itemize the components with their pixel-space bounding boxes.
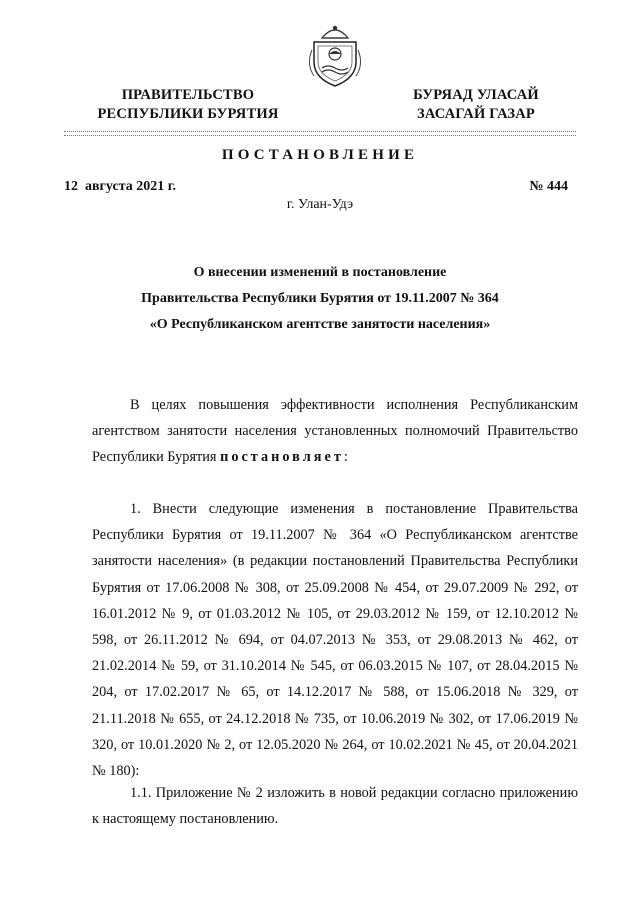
org-name-line: БУРЯАД УЛАСАЙ [413, 87, 539, 103]
preamble-text: В целях повышения эффективности исполнения Республиканским агентством занятости населения установленных полномочий Правительство Республики Бурятия [92, 397, 578, 466]
title-line: Правительства Республики Бурятия от 19.11.2007 № 364 [141, 291, 499, 306]
header-divider [64, 135, 576, 136]
org-name-buryat [396, 86, 556, 124]
document-type: ПОСТАНОВЛЕНИЕ [221, 147, 419, 163]
document-title [64, 260, 576, 338]
org-name-line: ПРАВИТЕЛЬСТВО [121, 87, 255, 103]
body-paragraph-preamble [92, 392, 578, 471]
coat-of-arms-icon [304, 24, 366, 90]
preamble-end: : [343, 449, 348, 466]
preamble-emphasis: постановляет [220, 449, 344, 466]
header-divider [64, 131, 576, 132]
document-city: г. Улан-Удэ [286, 197, 354, 212]
title-line: О внесении изменений в постановление [193, 265, 447, 280]
org-name-line: ЗАСАГАЙ ГАЗАР [417, 106, 535, 122]
body-paragraph-item-1: 1. Внести следующие изменения в постановление Правительства Республики Бурятия от 19.11.2007 № 364 «О Республиканском агентстве занятости населения» (в редакции постановлений Правительства Республики Бурятия от 17.06.2008 № 308, от 25.09.2008 № 454, от 29.07.2009 № 292, от 16.01.2012 № 9, от 01.03.2012 № 105, от 29.03.2012 № 159, от 12.10.2012 № 598, от 26.11.2012 № 694, от 04.07.2013 № 353, от 29.08.2013 № 462, от 21.02.2014 № 59, от 31.10.2014 № 545, от 06.03.2015 № 107, от 28.04.2015 № 204, от 17.02.2017 № 65, от 14.12.2017 № 588, от 15.06.2018 № 329, от 21.11.2018 № 655, от 24.12.2018 № 735, от 10.06.2019 № 302, от 17.06.2019 № 320, от 10.01.2020 № 2, от 12.05.2020 № 264, от 10.02.2021 № 45, от 20.04.2021 № 180): [92, 501, 578, 780]
org-name-line: РЕСПУБЛИКИ БУРЯТИЯ [97, 106, 279, 122]
document-date: 12 августа 2021 г. [64, 179, 177, 194]
org-name-russian [88, 86, 288, 124]
document-number: № 444 [529, 179, 568, 194]
body-paragraph-item-1-1: 1.1. Приложение № 2 изложить в новой редакции согласно приложению к настоящему постановлению. [92, 785, 578, 828]
title-line: «О Республиканском агентстве занятости населения» [149, 317, 491, 332]
